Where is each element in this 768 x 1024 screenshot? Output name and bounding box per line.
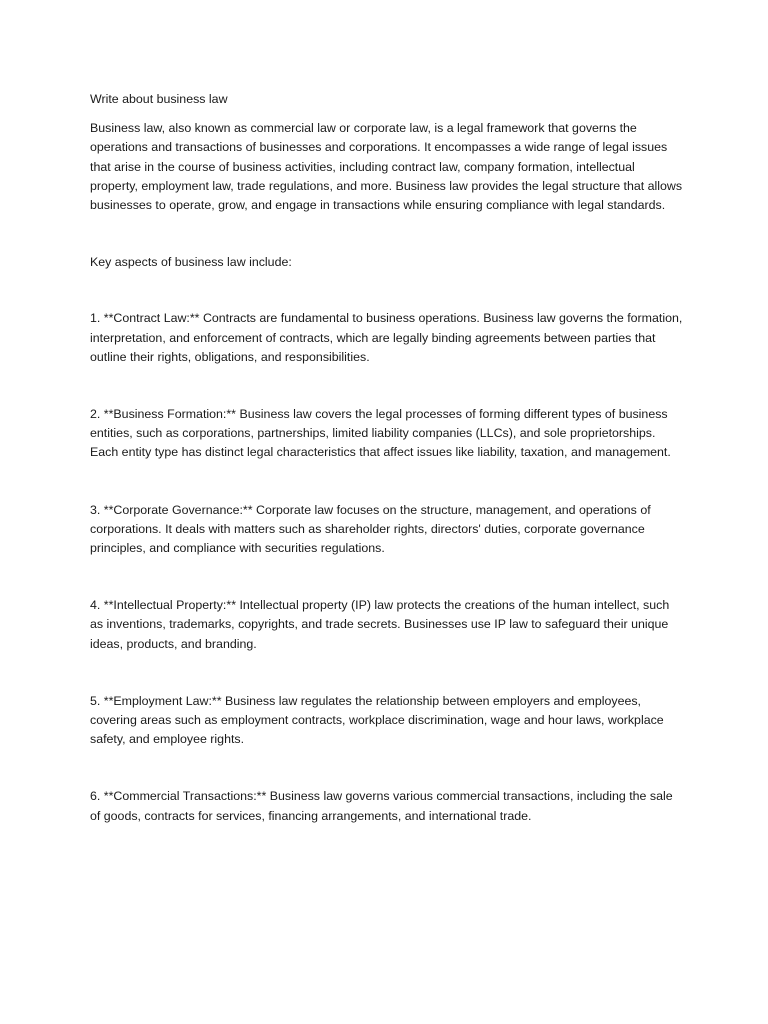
spacer bbox=[90, 367, 685, 405]
spacer bbox=[90, 654, 685, 692]
list-item-commercial-transactions: 6. **Commercial Transactions:** Business law governs various commercial transactions, including the sale of goods, contracts for services, financing arrangements, and international trade. bbox=[90, 789, 673, 823]
spacer bbox=[90, 749, 685, 787]
list-item-intellectual-property: 4. **Intellectual Property:** Intellectual property (IP) law protects the creations of the human intellect, such as inventions, trademarks, copyrights, and trade secrets. Businesses use IP law to safeguard their unique ideas, products, and branding. bbox=[90, 598, 670, 651]
list-item-business-formation: 2. **Business Formation:** Business law covers the legal processes of forming different types of business entities, such as corporations, partnerships, limited liability companies (LLCs), and sole proprietorships. Each entity type has distinct legal characteristics that affect issues like liability, taxation, and management. bbox=[90, 407, 671, 460]
spacer bbox=[90, 272, 685, 309]
intro-paragraph: Business law, also known as commercial law or corporate law, is a legal framework that governs the operations and transactions of businesses and corporations. It encompasses a wide range of legal issues that arise in the course of business activities, including contract law, company formation, intellectual property, employment law, trade regulations, and more. Business law provides the legal structure that allows businesses to operate, grow, and engage in transactions while ensuring compliance with legal standards. bbox=[90, 121, 683, 213]
list-item-corporate-governance: 3. **Corporate Governance:** Corporate law focuses on the structure, management, and operations of corporations. It deals with matters such as shareholder rights, directors' duties, corporate governance principles, and compliance with securities regulations. bbox=[90, 502, 651, 556]
spacer bbox=[90, 215, 685, 253]
prompt-text: Write about business law bbox=[90, 92, 228, 106]
list-item-contract-law: 1. **Contract Law:** Contracts are fundamental to business operations. Business law governs the formation, interpretation, and enforcement of contracts, which are legally binding agreements between parties that outline their rights, obligations, and responsibilities. bbox=[90, 311, 683, 364]
list-item-employment-law: 5. **Employment Law:** Business law regulates the relationship between employers and employees, covering areas such as employment contracts, workplace discrimination, wage and hour laws, workplace safety, and employee rights. bbox=[90, 693, 664, 747]
document-page bbox=[90, 90, 685, 826]
spacer bbox=[90, 558, 685, 596]
spacer bbox=[90, 463, 685, 501]
key-aspects-heading: Key aspects of business law include: bbox=[90, 255, 292, 270]
